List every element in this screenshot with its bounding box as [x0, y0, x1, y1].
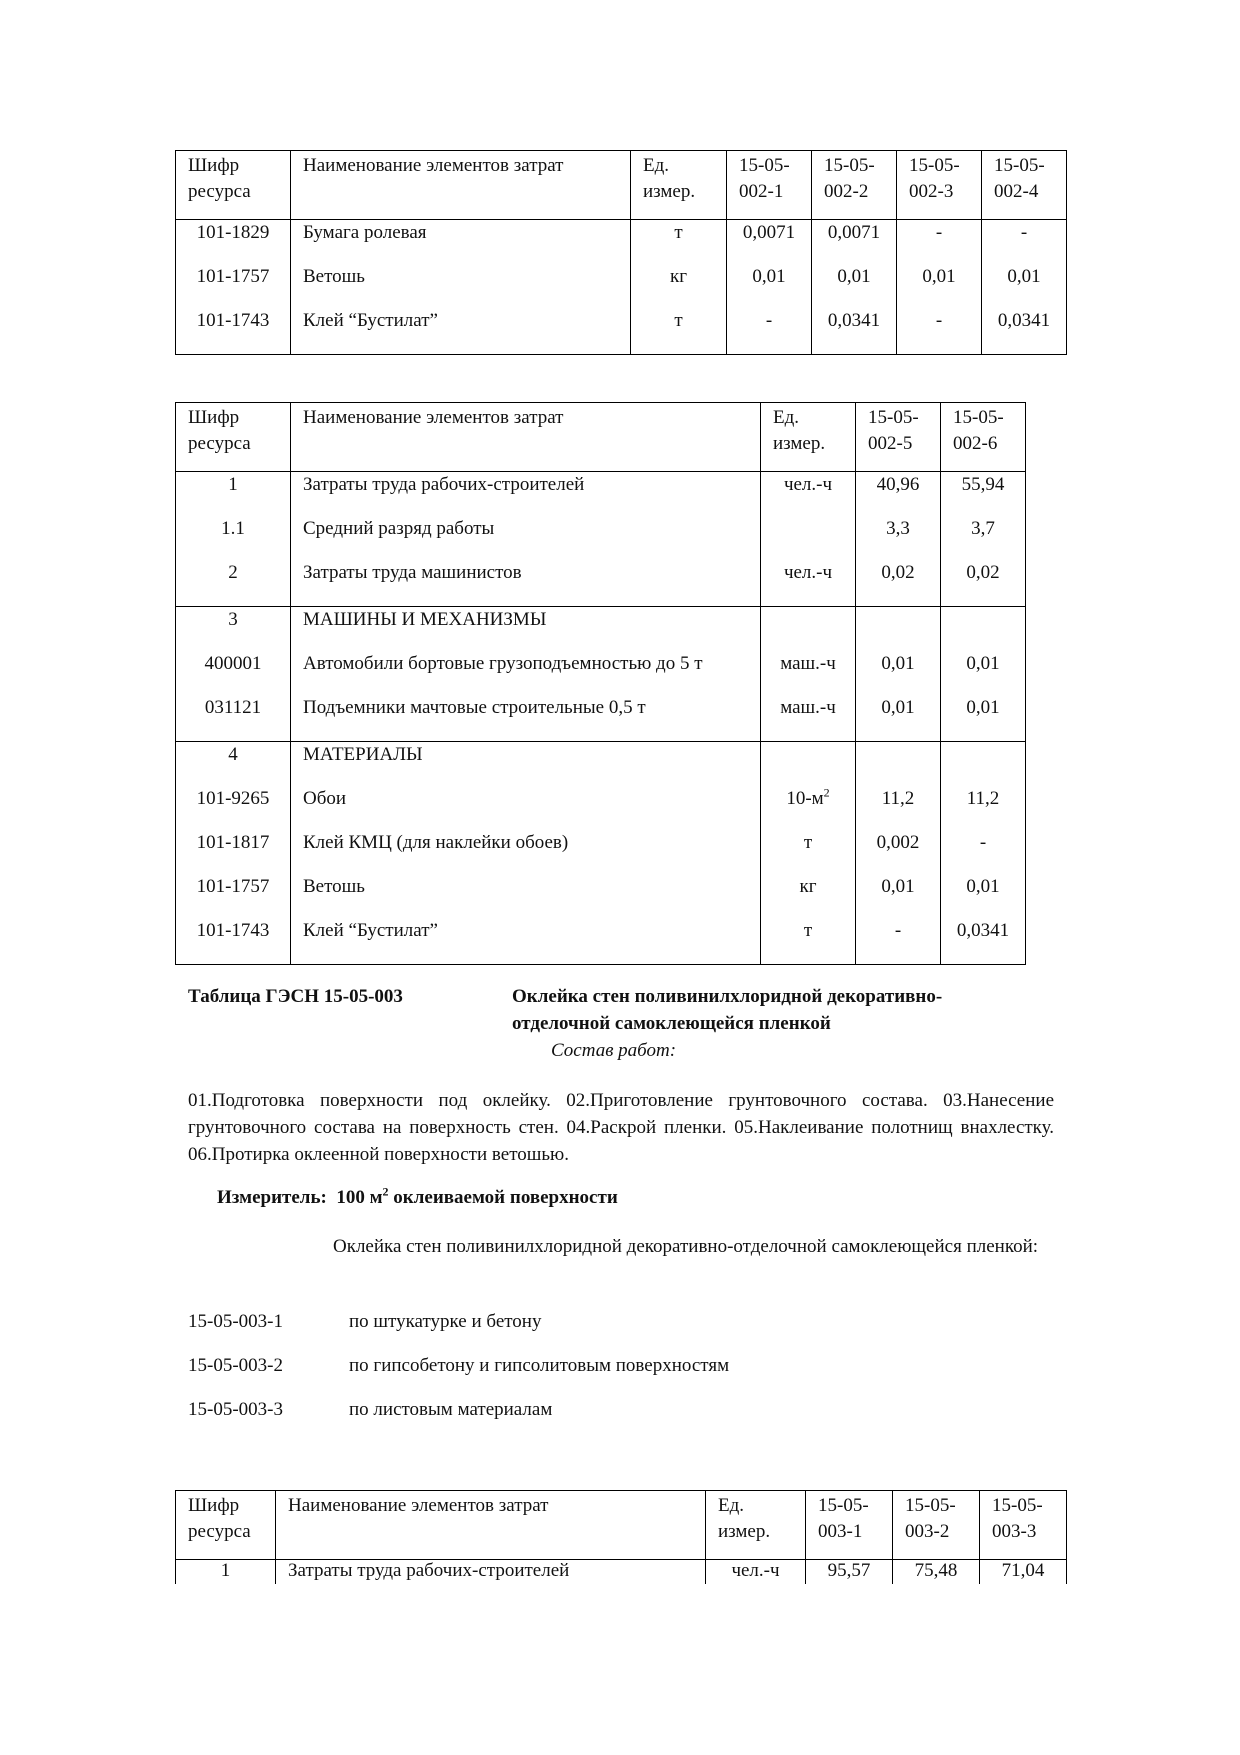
value-cell: - [897, 310, 982, 355]
resource-name: Клей “Бустилат” [291, 920, 761, 965]
value-cell: 55,94 [941, 472, 1026, 519]
resource-code: 101-1743 [176, 920, 291, 965]
header-cell: Шифр ресурса [176, 403, 291, 472]
value-cell: 0,01 [856, 653, 941, 697]
unit-cell: чел.-ч [761, 472, 856, 519]
resource-code: 101-1817 [176, 832, 291, 876]
unit-cell [761, 518, 856, 562]
header-cell: Ед. измер. [631, 151, 727, 220]
table-header-row [176, 403, 1026, 472]
value-cell: 75,48 [893, 1560, 980, 1585]
value-cell: 0,0341 [812, 310, 897, 355]
table-header-row [176, 1491, 1067, 1560]
value-cell: 0,02 [856, 562, 941, 607]
value-cell: 0,01 [982, 266, 1067, 310]
norm-intro: Оклейка стен поливинилхлоридной декоративно-отделочной самоклеющейся пленкой: [333, 1236, 1039, 1257]
resource-name: Клей “Бустилат” [291, 310, 631, 355]
table-row [176, 697, 1026, 742]
resource-name: Обои [291, 788, 761, 832]
value-cell: - [897, 220, 982, 267]
resource-code: 1.1 [176, 518, 291, 562]
table-row [176, 310, 1067, 355]
resource-name: Затраты труда рабочих-строителей [291, 472, 761, 519]
resource-code: 1 [176, 472, 291, 519]
value-cell: 11,2 [856, 788, 941, 832]
header-cell: Наименование элементов затрат [291, 151, 631, 220]
table-row [176, 876, 1026, 920]
value-cell [941, 742, 1026, 789]
table-row [176, 832, 1026, 876]
value-cell: 0,01 [941, 876, 1026, 920]
unit-text: 10-м [786, 788, 824, 809]
unit-cell: чел.-ч [706, 1560, 806, 1585]
meter-line [217, 1184, 917, 1211]
unit-cell: т [761, 832, 856, 876]
unit-cell [761, 785, 856, 832]
table-row [176, 607, 1026, 654]
unit-cell: кг [761, 876, 856, 920]
table-label: Таблица ГЭСН 15-05-003 [188, 986, 403, 1007]
table-row [176, 742, 1026, 789]
table-header-row [176, 151, 1067, 220]
norm-code: 15-05-003-3 [188, 1399, 283, 1420]
table-row [176, 472, 1026, 519]
norm-code: 15-05-003-2 [188, 1355, 283, 1376]
resource-code: 1 [176, 1560, 276, 1585]
composition-text: 01.Подготовка поверхности под оклейку. 02.Приготовление грунтовочного состава. 03.Нанесение грунтовочного состава на поверхность стен. 04.Раскрой пленки. 05.Наклеивание полотнищ внахлестку. 06.Протирка оклеенной поверхности ветошью. [188, 1090, 1054, 1165]
table-row [176, 653, 1026, 697]
resource-code: 3 [176, 607, 291, 654]
section-heading: МАШИНЫ И МЕХАНИЗМЫ [291, 607, 761, 654]
header-cell: Шифр ресурса [176, 1491, 276, 1560]
meter-value: 100 м [336, 1187, 383, 1208]
table-row [176, 266, 1067, 310]
value-cell: 0,0341 [941, 920, 1026, 965]
unit-cell: т [631, 310, 727, 355]
composition-label: Состав работ: [551, 1040, 677, 1061]
resource-name: Ветошь [291, 876, 761, 920]
value-cell: - [727, 310, 812, 355]
value-cell: 0,01 [727, 266, 812, 310]
meter-tail: оклеиваемой поверхности [388, 1187, 618, 1208]
unit-superscript: 2 [823, 785, 830, 800]
norm-code: 15-05-003-1 [188, 1311, 283, 1332]
resource-code: 031121 [176, 697, 291, 742]
resource-name: Клей КМЦ (для наклейки обоев) [291, 832, 761, 876]
value-cell: 3,3 [856, 518, 941, 562]
resource-code: 400001 [176, 653, 291, 697]
resource-code: 2 [176, 562, 291, 607]
resource-code: 101-1829 [176, 220, 291, 267]
unit-cell: т [761, 920, 856, 965]
value-cell [941, 607, 1026, 654]
value-cell: 0,01 [941, 697, 1026, 742]
table-row [176, 562, 1026, 607]
norm-description: по листовым материалам [349, 1399, 553, 1420]
header-cell: 15-05-002-1 [727, 151, 812, 220]
header-cell: 15-05-003-2 [893, 1491, 980, 1560]
resource-code: 101-1757 [176, 266, 291, 310]
value-cell: 0,01 [856, 697, 941, 742]
resource-table-15-05-002-5-6 [175, 402, 1026, 965]
resource-code: 101-1743 [176, 310, 291, 355]
value-cell: - [941, 832, 1026, 876]
unit-cell: кг [631, 266, 727, 310]
section-title: Оклейка стен поливинилхлоридной декоративно-отделочной самоклеющейся пленкой [512, 986, 943, 1034]
header-cell: 15-05-002-4 [982, 151, 1067, 220]
value-cell: 0,0071 [727, 220, 812, 267]
value-cell: - [982, 220, 1067, 267]
resource-name: Подъемники мачтовые строительные 0,5 т [291, 697, 761, 742]
value-cell: 0,0341 [982, 310, 1067, 355]
section-heading: МАТЕРИАЛЫ [291, 742, 761, 789]
norm-description: по штукатурке и бетону [349, 1311, 542, 1332]
resource-name: Средний разряд работы [291, 518, 761, 562]
resource-name: Затраты труда рабочих-строителей [276, 1560, 706, 1585]
value-cell [856, 607, 941, 654]
unit-cell: маш.-ч [761, 653, 856, 697]
value-cell: 3,7 [941, 518, 1026, 562]
unit-cell: чел.-ч [761, 562, 856, 607]
header-cell: 15-05-002-6 [941, 403, 1026, 472]
resource-code: 101-9265 [176, 788, 291, 832]
header-cell: 15-05-003-3 [980, 1491, 1067, 1560]
resource-table-15-05-003 [175, 1490, 1067, 1584]
unit-cell [761, 607, 856, 654]
table-row [176, 1560, 1067, 1585]
unit-cell: маш.-ч [761, 697, 856, 742]
table-row [176, 788, 1026, 832]
value-cell [856, 742, 941, 789]
header-cell: Ед. измер. [706, 1491, 806, 1560]
value-cell: 0,01 [812, 266, 897, 310]
table-row [176, 220, 1067, 267]
value-cell: - [856, 920, 941, 965]
table-row [176, 518, 1026, 562]
unit-cell: т [631, 220, 727, 267]
resource-name: Бумага ролевая [291, 220, 631, 267]
header-cell: 15-05-002-5 [856, 403, 941, 472]
header-cell: Ед. измер. [761, 403, 856, 472]
meter-label: Измеритель: [217, 1187, 327, 1208]
resource-name: Затраты труда машинистов [291, 562, 761, 607]
value-cell: 11,2 [941, 788, 1026, 832]
value-cell: 0,01 [856, 876, 941, 920]
value-cell: 71,04 [980, 1560, 1067, 1585]
norm-description: по гипсобетону и гипсолитовым поверхностям [349, 1355, 730, 1376]
resource-code: 101-1757 [176, 876, 291, 920]
table-row [176, 920, 1026, 965]
unit-cell [761, 742, 856, 789]
value-cell: 0,002 [856, 832, 941, 876]
resource-table-15-05-002-1-4 [175, 150, 1067, 355]
header-cell: 15-05-003-1 [806, 1491, 893, 1560]
resource-name: Ветошь [291, 266, 631, 310]
value-cell: 0,01 [897, 266, 982, 310]
resource-code: 4 [176, 742, 291, 789]
header-cell: Шифр ресурса [176, 151, 291, 220]
header-cell: 15-05-002-2 [812, 151, 897, 220]
value-cell: 0,0071 [812, 220, 897, 267]
header-cell: Наименование элементов затрат [291, 403, 761, 472]
meter-superscript: 2 [382, 1184, 389, 1199]
value-cell: 95,57 [806, 1560, 893, 1585]
value-cell: 0,02 [941, 562, 1026, 607]
resource-name: Автомобили бортовые грузоподъемностью до 5 т [291, 653, 761, 697]
header-cell: Наименование элементов затрат [276, 1491, 706, 1560]
value-cell: 40,96 [856, 472, 941, 519]
value-cell: 0,01 [941, 653, 1026, 697]
header-cell: 15-05-002-3 [897, 151, 982, 220]
